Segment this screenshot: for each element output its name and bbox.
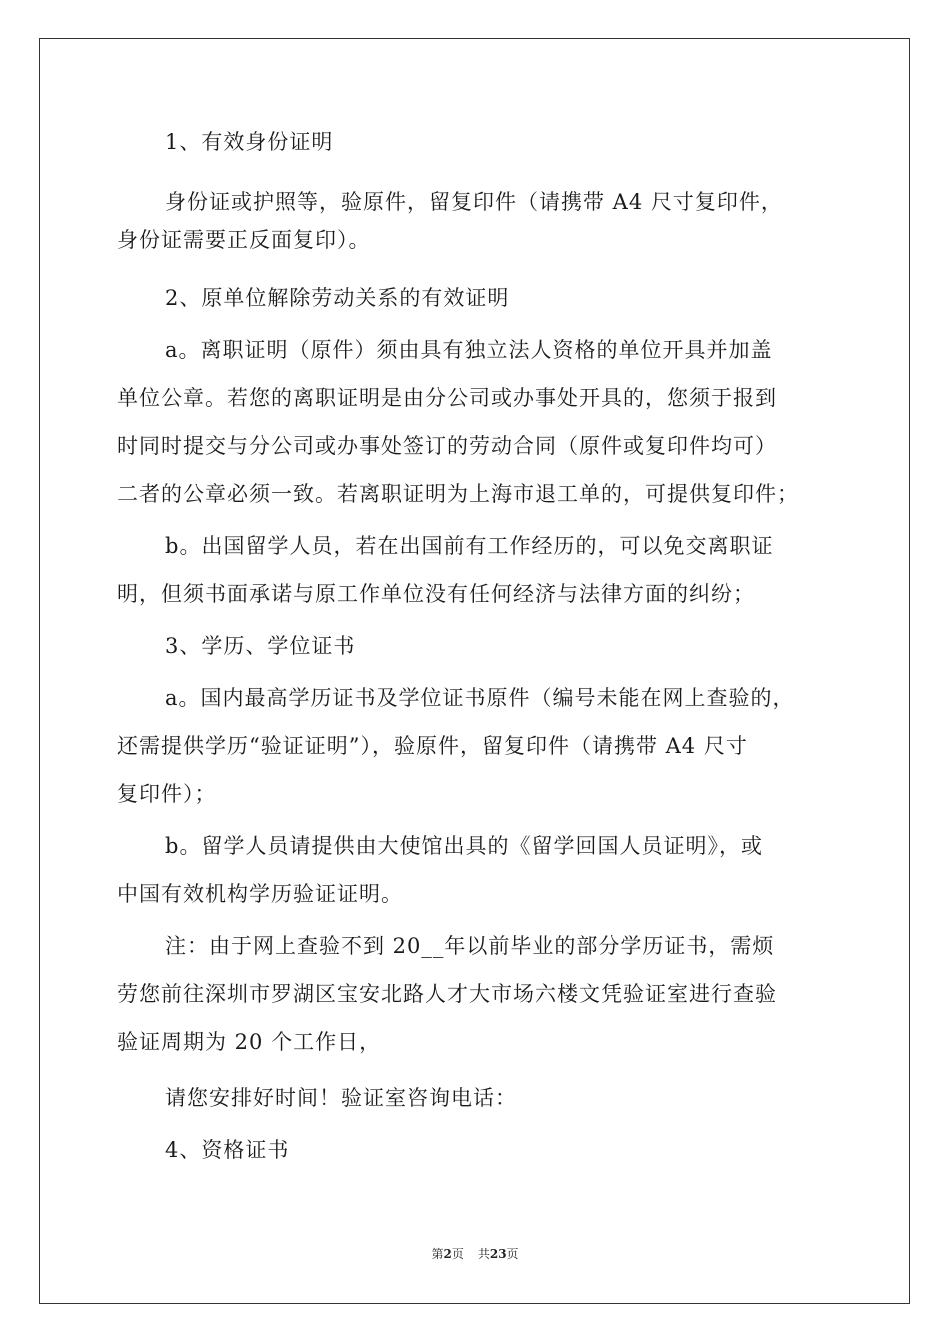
- body-text-line: 请您安排好时间！验证室咨询电话：: [165, 1086, 517, 1110]
- body-text-line: 身份证需要正反面复印）。: [117, 228, 371, 252]
- body-text-line: 还需提供学历“验证证明”），验原件，留复印件（请携带 A4 尺寸: [117, 734, 748, 758]
- body-text-line: b。留学人员请提供由大使馆出具的《留学回国人员证明》，或: [165, 834, 763, 858]
- body-text-line: 单位公章。若您的离职证明是由分公司或办事处开具的，您须于报到: [117, 386, 777, 410]
- body-text-line: 身份证或护照等，验原件，留复印件（请携带 A4 尺寸复印件，: [165, 190, 783, 214]
- body-text-line: 4、资格证书: [165, 1138, 290, 1162]
- footer-page-suffix: 页: [451, 1247, 464, 1261]
- body-text-line: 1、有效身份证明: [165, 130, 334, 154]
- body-text-line: 中国有效机构学历验证证明。: [117, 882, 403, 906]
- footer-total-pages: 23: [489, 1247, 507, 1261]
- body-text-line: 明，但须书面承诺与原工作单位没有任何经济与法律方面的纠纷；: [117, 582, 755, 606]
- body-text-line: 3、学历、学位证书: [165, 634, 356, 658]
- body-text-line: 二者的公章必须一致。若离职证明为上海市退工单的，可提供复印件；: [117, 482, 799, 506]
- body-text-line: 劳您前往深圳市罗湖区宝安北路人才大市场六楼文凭验证室进行查验: [117, 982, 777, 1006]
- footer-total-suffix: 页: [506, 1247, 519, 1261]
- footer-prefix: 第: [431, 1247, 444, 1261]
- footer-page-number: 2: [443, 1247, 452, 1261]
- body-text-line: b。出国留学人员，若在出国前有工作经历的，可以免交离职证: [165, 534, 774, 558]
- body-text-line: a。国内最高学历证书及学位证书原件（编号未能在网上查验的，: [165, 686, 795, 710]
- body-text-line: 时同时提交与分公司或办事处签订的劳动合同（原件或复印件均可）: [117, 434, 777, 458]
- body-text-line: 验证周期为 20 个工作日，: [117, 1030, 382, 1054]
- page-footer: [0, 1246, 950, 1262]
- footer-total-prefix: 共: [477, 1247, 490, 1261]
- body-text-line: 注：由于网上查验不到 20__年以前毕业的部分学历证书，需烦: [165, 934, 775, 958]
- body-text-line: 2、原单位解除劳动关系的有效证明: [165, 286, 510, 310]
- body-text-line: a。离职证明（原件）须由具有独立法人资格的单位开具并加盖: [165, 338, 773, 362]
- body-text-line: 复印件）；: [117, 782, 217, 806]
